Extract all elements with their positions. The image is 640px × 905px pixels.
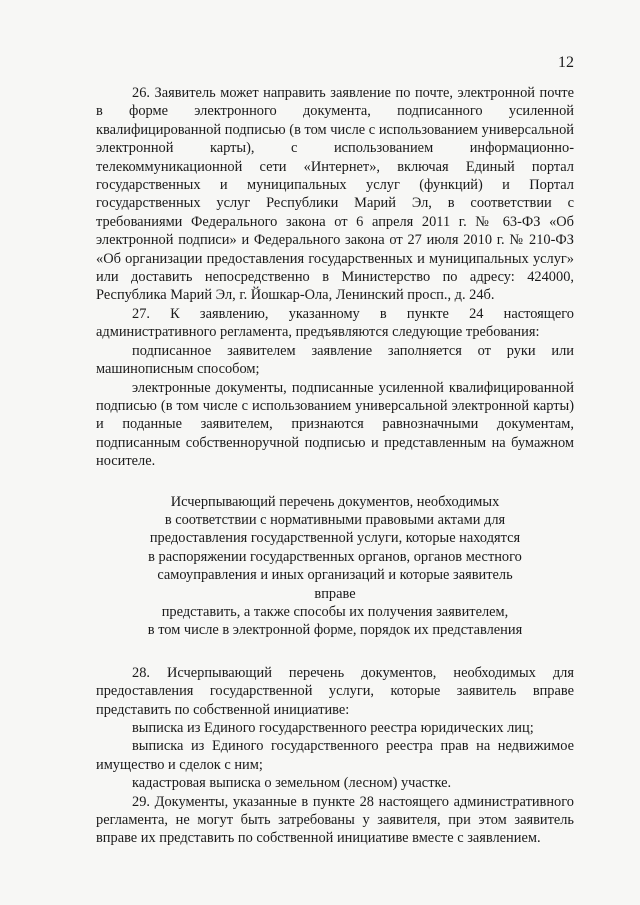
document-item-3: кадастровая выписка о земельном (лесном) участке.	[132, 775, 452, 792]
heading-line: предоставления государственной услуги, которые находятся	[149, 530, 521, 547]
page-number: 12	[558, 54, 574, 71]
paragraph-29: 29. Документы, указанные в пункте 28 настоящего административного регламента, не могут быть затребованы у заявителя, при этом заявитель вправе их представить по собственной инициативе вместе с заявлением.	[96, 793, 574, 847]
document-item-1: выписка из Единого государственного реестра юридических лиц;	[132, 720, 534, 736]
heading-line: в том числе в электронной форме, порядок их представления	[147, 622, 523, 639]
requirement-item-1: подписанное заявителем заявление заполняется от руки или машинописным способом;	[96, 342, 574, 378]
heading-line: Исчерпывающий перечень документов, необходимых	[170, 493, 500, 510]
section-heading	[96, 493, 574, 640]
paragraph-27: 27. К заявлению, указанному в пункте 24 настоящего административного регламента, предъявляются следующие требования:	[96, 305, 574, 341]
paragraph-26: 26. Заявитель может направить заявление по почте, электронной почте в форме электронного документа, подписанного усиленной квалифицированной подписью (в том числе с использованием универсальной электронной карты), с использованием информационно-телекоммуникационной сети «Интернет», включая Единый портал государственных и муниципальных услуг (функций) и Портал государственных услуг Республики Марий Эл, в соответствии с требованиями Федерального закона от 6 апреля 2011 г. № 63-ФЗ «Об электронной подписи» и Федерального закона от 27 июля 2010 г. № 210-ФЗ «Об организации предоставления государственных и муниципальных услуг» или доставить непосредственно в Министерство по адресу: 424000, Республика Марий Эл, г. Йошкар-Ола, Ленинский просп., д. 24б.	[96, 85, 574, 304]
heading-line: в распоряжении государственных органов, органов местного	[148, 548, 522, 565]
paragraph-28: 28. Исчерпывающий перечень документов, необходимых для предоставления государственной услуги, которые заявитель вправе представить по собственной инициативе:	[96, 664, 574, 718]
document-item-2: выписка из Единого государственного реестра прав на недвижимое имущество и сделок с ним;	[96, 738, 574, 773]
document-body	[96, 84, 574, 848]
heading-line: в соответствии с нормативными правовыми актами для	[164, 511, 506, 528]
heading-line: представить, а также способы их получения заявителем,	[161, 603, 509, 620]
requirement-item-2: электронные документы, подписанные усиленной квалифицированной подписью (в том числе с использованием универсальной электронной карты) и поданные заявителем, признаются равнозначными документам, подписанным собственноручной подписью и представленным на бумажном носителе.	[96, 379, 574, 470]
heading-line: самоуправления и иных организаций и которые заявитель вправе	[157, 567, 513, 602]
